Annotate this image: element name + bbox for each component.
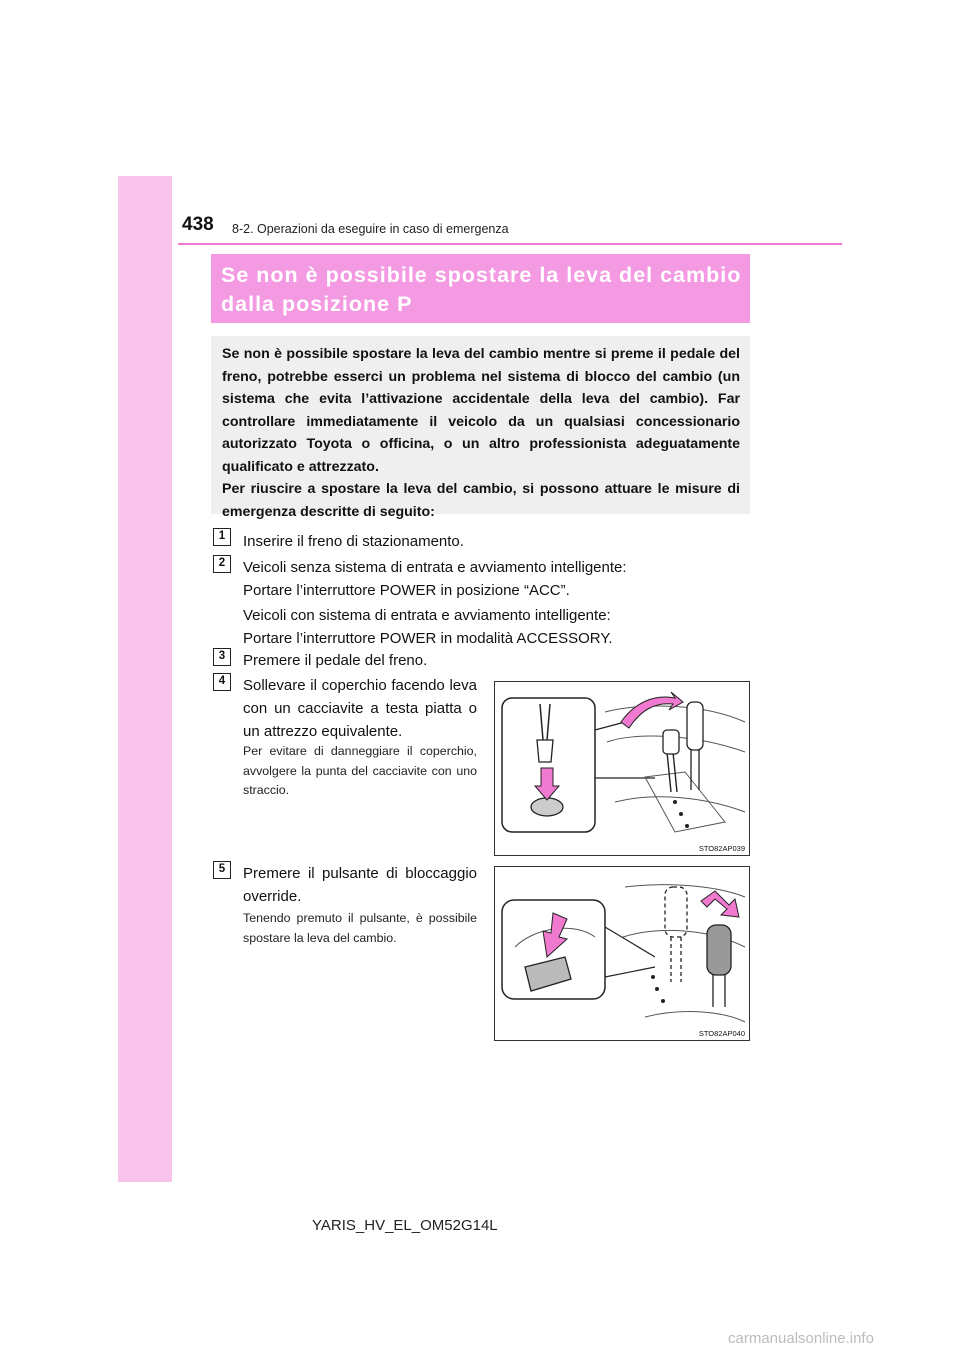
- illustration-override-button: [495, 867, 750, 1041]
- side-tab-strip: [118, 176, 172, 1182]
- title-line-2: dalla posizione P: [221, 292, 413, 316]
- header-divider: [178, 243, 842, 245]
- step-2-line-4: Portare l’interruttore POWER in modalità ACCESSORY.: [243, 630, 613, 647]
- title-line-1: Se non è possibile spostare la leva del cambio: [221, 263, 742, 287]
- title-banner: [211, 254, 750, 323]
- intro-box: [211, 336, 750, 520]
- step-2-line-1: Veicoli senza sistema di entrata e avviamento intelligente:: [243, 559, 627, 576]
- step-4-note: Per evitare di danneggiare il coperchio, avvolgere la punta del cacciavite con uno straccio.: [243, 744, 477, 797]
- step-2-line-2: Portare l’interruttore POWER in posizione “ACC”.: [243, 582, 570, 599]
- step-5-number: 5: [213, 861, 231, 879]
- intro-paragraph-1: Se non è possibile spostare la leva del cambio mentre si preme il pedale del freno, potrebbe esserci un problema nel sistema di blocco del cambio (un sistema che evita l’attivazione accidentale della leva del cambio). Far controllare immediatamente il veicolo da un qualsiasi concessionario autorizzato Toyota o officina, o un altro professionista adeguatamente qualificato e attrezzato.: [222, 346, 740, 475]
- step-3-number: 3: [213, 648, 231, 666]
- illustration-screwdriver-cover: [495, 682, 750, 856]
- step-1-number: 1: [213, 528, 231, 546]
- section-title: 8-2. Operazioni da eseguire in caso di emergenza: [232, 222, 509, 236]
- step-4-number: 4: [213, 673, 231, 691]
- figure-code-2: STO82AP040: [698, 1029, 745, 1038]
- step-1-text: Inserire il freno di stazionamento.: [243, 533, 464, 550]
- step-3-text: Premere il pedale del freno.: [243, 652, 428, 669]
- step-5-text: Premere il pulsante di bloccaggio override.: [243, 865, 477, 905]
- step-2-number: 2: [213, 555, 231, 573]
- document-code: YARIS_HV_EL_OM52G14L: [312, 1217, 498, 1234]
- step-5-note: Tenendo premuto il pulsante, è possibile spostare la leva del cambio.: [243, 911, 477, 945]
- step-2-line-3: Veicoli con sistema di entrata e avviamento intelligente:: [243, 607, 611, 624]
- intro-paragraph-2: Per riuscire a spostare la leva del cambio, si possono attuare le misure di emergenza descritte di seguito:: [222, 481, 740, 520]
- figure-code-1: STO82AP039: [698, 844, 745, 853]
- figure-lever-cover: [494, 681, 750, 856]
- page-number: 438: [182, 214, 214, 235]
- figure-override-button: [494, 866, 750, 1041]
- step-4-text: Sollevare il coperchio facendo leva con un cacciavite a testa piatta o un attrezzo equivalente.: [243, 677, 477, 740]
- watermark: carmanualsonline.info: [728, 1330, 874, 1347]
